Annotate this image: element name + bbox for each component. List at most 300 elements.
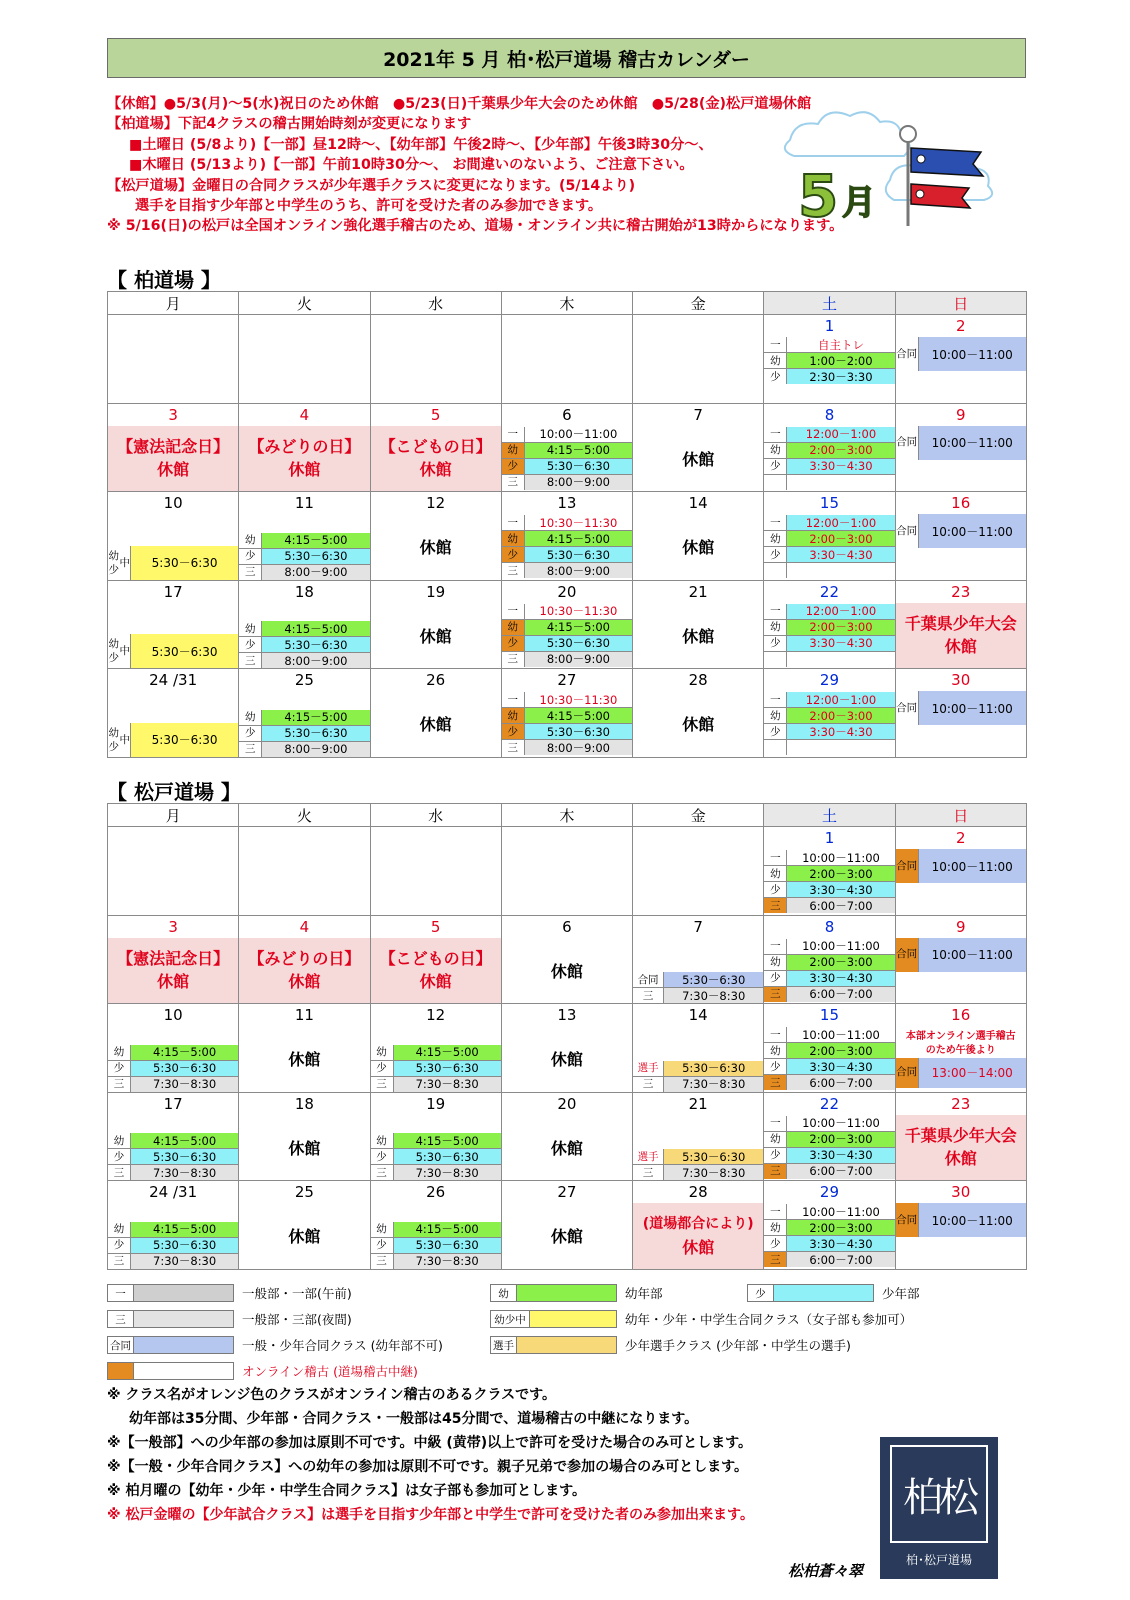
class-label: 三 [239, 741, 262, 757]
tournament-name: 千葉県少年大会 [904, 614, 1017, 634]
class-time: 10:00－11:00 [919, 337, 1026, 371]
legend-text: 一般・少年合同クラス (幼年部不可) [242, 1338, 443, 1353]
schedule-cell [895, 1203, 1026, 1269]
class-label: 少 [764, 724, 787, 740]
date-cell: 18 [239, 580, 370, 603]
legend-label: 選手 [490, 1336, 517, 1354]
class-time: 4:15－5:00 [131, 1222, 239, 1238]
notice-line: 【休館】●5/3(月)～5(水)祝日のため休館 ●5/23(日)千葉県少年大会のため休館 ●5/28(金)松戸道場休館 [107, 96, 812, 112]
date-cell: 8 [764, 915, 895, 938]
class-list [764, 427, 894, 490]
legend-swatch [517, 1336, 617, 1354]
class-label: 三 [108, 1253, 131, 1269]
schedule-cell [239, 691, 370, 757]
date-cell: 1 [764, 315, 895, 338]
closed-cell: 休館 [633, 514, 764, 580]
weekday-mon: 月 [108, 804, 239, 827]
class-label: 三 [502, 563, 525, 579]
class-label: 幼 [239, 621, 262, 637]
class-label: 同 [906, 1066, 918, 1079]
matsudo-calendar [107, 803, 1027, 1270]
class-time: 5:30－6:30 [524, 635, 632, 651]
date-cell: 21 [633, 580, 764, 603]
class-list [371, 1133, 501, 1180]
date-cell: 5 [370, 403, 501, 426]
class-time: 2:00－3:00 [787, 531, 895, 547]
class-label: 一 [764, 692, 787, 708]
schedule-cell [764, 938, 895, 1004]
class-label: 幼 [502, 708, 525, 724]
schedule-cell [239, 337, 370, 403]
class-time: 2:00－3:00 [787, 708, 895, 724]
class-time: 10:00－11:00 [919, 426, 1026, 460]
schedule-cell [108, 337, 239, 403]
class-time: 自主トレ [787, 337, 895, 353]
legend-text: 一般部・三部(夜間) [242, 1312, 352, 1327]
legend-item [107, 1335, 443, 1355]
date-cell: 25 [239, 669, 370, 692]
class-time: 10:00－11:00 [919, 849, 1026, 883]
class-label: 合 [896, 347, 907, 360]
class-label: 幼 [502, 619, 525, 635]
notice-line: ■土曜日 (5/8より)【一部】昼12時～、【幼年部】午後2時～、【少年部】午後3時30分～、 [129, 136, 713, 153]
weekday-sat: 土 [764, 804, 895, 827]
closed-cell: 休館 [501, 1115, 632, 1181]
date-cell: 24 /31 [108, 1181, 239, 1204]
date-cell: 13 [501, 1004, 632, 1027]
legend-swatch [517, 1284, 617, 1302]
footnote-line: 幼年部は35分間、少年部・合同クラス・一般部は45分間で、道場稽古の中継になります。 [129, 1411, 699, 1427]
class-time: 12:00－1:00 [787, 604, 895, 620]
holiday-cell [370, 938, 501, 1004]
class-label: 幼少 [108, 549, 119, 576]
class-label: 少 [502, 547, 525, 563]
date-cell: 6 [501, 403, 632, 426]
date-cell: 26 [370, 1181, 501, 1204]
class-list [764, 1116, 894, 1179]
class-label: 少 [371, 1149, 394, 1165]
schedule-cell [764, 1115, 895, 1181]
date-cell: 20 [501, 1092, 632, 1115]
date-cell [370, 315, 501, 338]
class-time: 8:00－9:00 [524, 740, 632, 756]
class-label: 三 [764, 986, 787, 1002]
closed-notice-cell [633, 1203, 764, 1269]
holiday-name: 【みどりの日】 [248, 949, 361, 969]
class-label: 幼 [371, 1133, 394, 1149]
legend-label: 三 [107, 1310, 134, 1328]
schedule-cell [108, 603, 239, 669]
godo-class [896, 337, 1026, 371]
holiday-status: 休館 [419, 972, 452, 992]
pinwheel-shape [900, 126, 916, 142]
class-label: 中 [119, 733, 130, 746]
class-list [371, 1222, 501, 1269]
class-time: 2:00－3:00 [787, 442, 895, 458]
date-cell: 29 [764, 669, 895, 692]
class-time: 10:00－11:00 [524, 427, 632, 443]
class-label: 幼 [764, 1131, 787, 1147]
legend-item [107, 1283, 352, 1303]
class-time: 3:30－4:30 [787, 635, 895, 651]
class-label: 少 [108, 1060, 131, 1076]
class-time: 7:30－8:30 [131, 1253, 239, 1269]
class-label: 少 [764, 970, 787, 986]
class-time: 5:30－6:30 [131, 1149, 239, 1165]
date-cell: 14 [633, 492, 764, 515]
class-label: 合 [896, 524, 907, 537]
class-list [633, 1149, 763, 1180]
schedule-cell [239, 849, 370, 915]
class-label: 三 [371, 1253, 394, 1269]
date-cell: 29 [764, 1181, 895, 1204]
holiday-status: 休館 [419, 460, 452, 480]
legend-swatch [774, 1284, 874, 1302]
deco-month-number: 5 [798, 162, 839, 230]
date-cell: 22 [764, 580, 895, 603]
class-time: 8:00－9:00 [262, 653, 370, 669]
date-cell: 27 [501, 669, 632, 692]
class-list [764, 515, 894, 578]
schedule-cell [501, 426, 632, 492]
schedule-cell [108, 849, 239, 915]
class-time: 5:30－6:30 [664, 1149, 764, 1165]
schedule-cell [633, 1026, 764, 1092]
date-cell: 1 [764, 827, 895, 850]
schedule-cell [501, 691, 632, 757]
class-label: 幼 [764, 442, 787, 458]
class-label: 同 [906, 1213, 918, 1226]
class-label: 幼 [502, 531, 525, 547]
class-time: 5:30－6:30 [131, 634, 238, 668]
schedule-cell [895, 849, 1026, 915]
date-cell: 10 [108, 1004, 239, 1027]
date-cell: 20 [501, 580, 632, 603]
schedule-cell [764, 337, 895, 403]
weekday-mon: 月 [108, 292, 239, 315]
schedule-cell [108, 514, 239, 580]
mixed-class [108, 546, 238, 580]
class-list [764, 1027, 894, 1090]
closed-cell: 休館 [239, 1026, 370, 1092]
date-cell: 12 [370, 492, 501, 515]
class-label: 幼 [764, 1220, 787, 1236]
class-label: 同 [906, 347, 918, 360]
legend-item [107, 1361, 418, 1381]
holiday-status: 休館 [157, 972, 190, 992]
class-list [239, 533, 369, 580]
class-label: 少 [108, 1237, 131, 1253]
class-time: 10:00－11:00 [787, 1204, 895, 1220]
class-time: 6:00－7:00 [787, 1075, 895, 1091]
class-time: 10:00－11:00 [919, 938, 1026, 972]
date-cell [239, 827, 370, 850]
date-cell: 18 [239, 1092, 370, 1115]
closed-cell: 休館 [370, 691, 501, 757]
class-list [633, 1061, 763, 1092]
schedule-cell [895, 938, 1026, 1004]
notice-line: 【松戸道場】金曜日の合同クラスが少年選手クラスに変更になります。(5/14より) [107, 177, 636, 194]
closed-cell: 休館 [633, 691, 764, 757]
godo-class [896, 691, 1026, 725]
class-label: 少 [764, 1147, 787, 1163]
class-label: 三 [633, 1165, 664, 1181]
deco-month-kanji: 月 [842, 183, 876, 223]
class-time: 3:30－4:30 [787, 970, 895, 986]
schedule-cell [764, 426, 895, 492]
footnote-line: ※ 柏月曜の【幼年・少年・中学生合同クラス】は女子部も参加可とします。 [107, 1483, 586, 1499]
kashiwa-calendar [107, 291, 1027, 758]
logo-text: 柏･松戸道場 [905, 1553, 972, 1567]
date-cell: 16 [895, 1004, 1026, 1027]
class-label: 一 [764, 337, 787, 353]
class-label: 少 [764, 882, 787, 898]
class-time: 10:30－11:30 [524, 604, 632, 620]
weekday-fri: 金 [633, 804, 764, 827]
class-list [502, 515, 632, 578]
weekday-fri: 金 [633, 292, 764, 315]
schedule-cell [633, 1115, 764, 1181]
weekday-thu: 木 [501, 292, 632, 315]
class-label: 三 [633, 1076, 664, 1092]
class-time: 10:00－11:00 [787, 1116, 895, 1132]
class-list [108, 1045, 238, 1092]
footnotes [107, 1383, 887, 1527]
class-label: 一 [764, 850, 787, 866]
schedule-cell [501, 337, 632, 403]
date-cell: 6 [501, 915, 632, 938]
mixed-class [108, 634, 238, 668]
schedule-cell [764, 1026, 895, 1092]
date-cell [239, 315, 370, 338]
tournament-status: 休館 [944, 1149, 977, 1169]
tournament-cell [895, 603, 1026, 669]
date-cell: 8 [764, 403, 895, 426]
class-time: 8:00－9:00 [262, 564, 370, 580]
schedule-cell [108, 1026, 239, 1092]
holiday-name: 【憲法記念日】 [117, 437, 230, 457]
class-label: 三 [502, 651, 525, 667]
legend-label: 合同 [107, 1336, 134, 1354]
class-time: 5:30－6:30 [664, 972, 764, 988]
class-time: 5:30－6:30 [524, 724, 632, 740]
class-label: 三 [502, 474, 525, 490]
class-time: 2:00－3:00 [787, 619, 895, 635]
class-time: 5:30－6:30 [262, 548, 370, 564]
class-label: 中 [119, 556, 130, 569]
class-label: 合 [896, 859, 907, 872]
godo-class [896, 938, 1026, 972]
legend-swatch [134, 1362, 234, 1380]
class-time: 5:30－6:30 [131, 1060, 239, 1076]
legend-swatch [530, 1310, 617, 1328]
weekday-sun: 日 [895, 292, 1026, 315]
class-time: 12:00－1:00 [787, 515, 895, 531]
notice-line: 選手を目指す少年部と中学生のうち、許可を受けた者のみ参加できます。 [135, 198, 603, 215]
class-time: 10:30－11:30 [524, 692, 632, 708]
class-time: 4:15－5:00 [393, 1045, 501, 1061]
class-time: 4:15－5:00 [262, 621, 370, 637]
schedule-cell [764, 849, 895, 915]
date-cell [370, 827, 501, 850]
class-time: 8:00－9:00 [524, 651, 632, 667]
class-time: 5:30－6:30 [524, 458, 632, 474]
class-label: 少 [764, 458, 787, 474]
legend-swatch [134, 1284, 234, 1302]
class-label: 同 [906, 524, 918, 537]
legend-swatch [134, 1310, 234, 1328]
class-time: 10:00－11:00 [787, 939, 895, 955]
schedule-cell [239, 514, 370, 580]
date-cell: 7 [633, 915, 764, 938]
class-time: 5:30－6:30 [664, 1061, 764, 1077]
class-label: 選手 [633, 1149, 664, 1165]
class-time: 5:30－6:30 [131, 546, 238, 580]
class-list [633, 972, 763, 1003]
date-cell: 15 [764, 492, 895, 515]
class-time: 4:15－5:00 [524, 619, 632, 635]
class-label: 一 [502, 604, 525, 620]
footnote-line: ※ 松戸金曜の【少年試合クラス】は選手を目指す少年部と中学生で許可を受けた者のみ参加出来ます。 [107, 1507, 754, 1523]
class-time: 2:30－3:30 [787, 369, 895, 385]
footnote-line: ※ クラス名がオレンジ色のクラスがオンライン稽古のあるクラスです。 [107, 1387, 556, 1403]
class-time: 2:00－3:00 [787, 1220, 895, 1236]
class-time: 4:15－5:00 [524, 442, 632, 458]
class-label: 少 [764, 635, 787, 651]
class-label: 幼 [239, 533, 262, 549]
class-time: 5:30－6:30 [393, 1060, 501, 1076]
class-time: 7:30－8:30 [393, 1076, 501, 1092]
class-label: 幼 [371, 1222, 394, 1238]
date-cell: 9 [895, 403, 1026, 426]
legend-text: オンライン稽古 (道場稽古中継) [242, 1364, 418, 1379]
closed-reason: (道場都合により) [642, 1215, 754, 1232]
weekday-tue: 火 [239, 292, 370, 315]
class-label: 少 [108, 1149, 131, 1165]
class-label: 一 [502, 515, 525, 531]
date-cell: 28 [633, 669, 764, 692]
class-time: 7:30－8:30 [393, 1253, 501, 1269]
class-time: 4:15－5:00 [524, 708, 632, 724]
schedule-cell [895, 514, 1026, 580]
logo-kanji: 柏松 [890, 1445, 988, 1543]
class-label: 同 [906, 436, 918, 448]
footnote-line: ※【一般・少年合同クラス】への幼年の参加は原則不可です。親子兄弟で参加の場合のみ可とします。 [107, 1459, 748, 1475]
date-cell: 12 [370, 1004, 501, 1027]
carp-eye-shape [917, 155, 925, 163]
class-label: 幼 [764, 531, 787, 547]
class-time: 4:15－5:00 [524, 531, 632, 547]
class-time: 10:00－11:00 [787, 1027, 895, 1043]
class-list [764, 692, 894, 755]
class-label: 一 [502, 692, 525, 708]
kashiwa-heading: 【 柏道場 】 [107, 268, 221, 292]
class-label: 一 [764, 515, 787, 531]
notice-line: ■木曜日 (5/13より)【一部】午前10時30分～、 お間違いのないよう、ご注意下さい。 [129, 157, 694, 174]
schedule-cell [895, 337, 1026, 403]
class-time: 4:15－5:00 [393, 1222, 501, 1238]
class-label: 三 [239, 564, 262, 580]
class-label: 幼 [764, 866, 787, 882]
class-list [502, 427, 632, 490]
date-cell: 2 [895, 315, 1026, 338]
koinobori-illustration [780, 100, 1005, 238]
matsudo-heading: 【 松戸道場 】 [107, 780, 241, 804]
class-time: 6:00－7:00 [787, 898, 895, 914]
class-list [764, 850, 894, 913]
date-cell: 17 [108, 1092, 239, 1115]
legend-item [490, 1335, 851, 1355]
schedule-cell [764, 514, 895, 580]
schedule-cell [370, 337, 501, 403]
class-label: 幼 [764, 1043, 787, 1059]
holiday-status: 休館 [288, 972, 321, 992]
date-cell: 21 [633, 1092, 764, 1115]
class-time: 7:30－8:30 [131, 1165, 239, 1181]
legend-text: 幼年部 [625, 1286, 663, 1301]
footnote-line: ※【一般部】への少年部の参加は原則不可です。中級 (黄帯)以上で許可を受けた場合のみ可とします。 [107, 1435, 753, 1451]
closed-cell: 休館 [239, 1203, 370, 1269]
class-label: 中 [119, 645, 130, 657]
class-label: 一 [764, 427, 787, 443]
date-cell: 17 [108, 580, 239, 603]
godo-class [896, 849, 1026, 883]
schedule-cell [108, 691, 239, 757]
class-time: 6:00－7:00 [787, 1163, 895, 1179]
date-cell: 30 [895, 1181, 1026, 1204]
class-label: 一 [502, 427, 525, 443]
notice-line: 【柏道場】下記4クラスの稽古開始時刻が変更になります [107, 116, 472, 133]
weekday-wed: 水 [370, 804, 501, 827]
closed-cell: 休館 [370, 603, 501, 669]
carp-eye-shape [916, 190, 924, 198]
class-label: 合 [896, 701, 907, 714]
class-label: 合 [896, 436, 907, 448]
class-label: 合 [896, 948, 907, 960]
date-cell: 7 [633, 403, 764, 426]
class-label: 一 [764, 604, 787, 620]
class-list [502, 604, 632, 667]
schedule-cell [633, 849, 764, 915]
godo-class [896, 426, 1026, 460]
legend-label: 幼 [490, 1284, 517, 1302]
legend-text: 少年部 [882, 1286, 920, 1301]
holiday-name: 【こどもの日】 [379, 437, 492, 457]
class-list [371, 1045, 501, 1092]
class-label: 少 [371, 1060, 394, 1076]
class-time: 4:15－5:00 [393, 1133, 501, 1149]
date-cell: 14 [633, 1004, 764, 1027]
class-label: 三 [371, 1165, 394, 1181]
date-cell: 30 [895, 669, 1026, 692]
weekday-wed: 水 [370, 292, 501, 315]
class-label: 三 [371, 1076, 394, 1092]
class-time: 3:30－4:30 [787, 1236, 895, 1252]
class-label: 同 [906, 859, 918, 872]
class-list [239, 621, 369, 668]
dojo-logo [880, 1437, 998, 1579]
holiday-status: 休館 [288, 460, 321, 480]
class-time: 3:30－4:30 [787, 458, 895, 474]
cloud-shape [785, 112, 910, 156]
class-label: 少 [764, 369, 787, 385]
class-label: 同 [906, 701, 918, 714]
special-notice [896, 1030, 1026, 1058]
class-label: 少 [371, 1237, 394, 1253]
class-list [108, 1222, 238, 1269]
class-time: 2:00－3:00 [787, 954, 895, 970]
schedule-cell [370, 1115, 501, 1181]
